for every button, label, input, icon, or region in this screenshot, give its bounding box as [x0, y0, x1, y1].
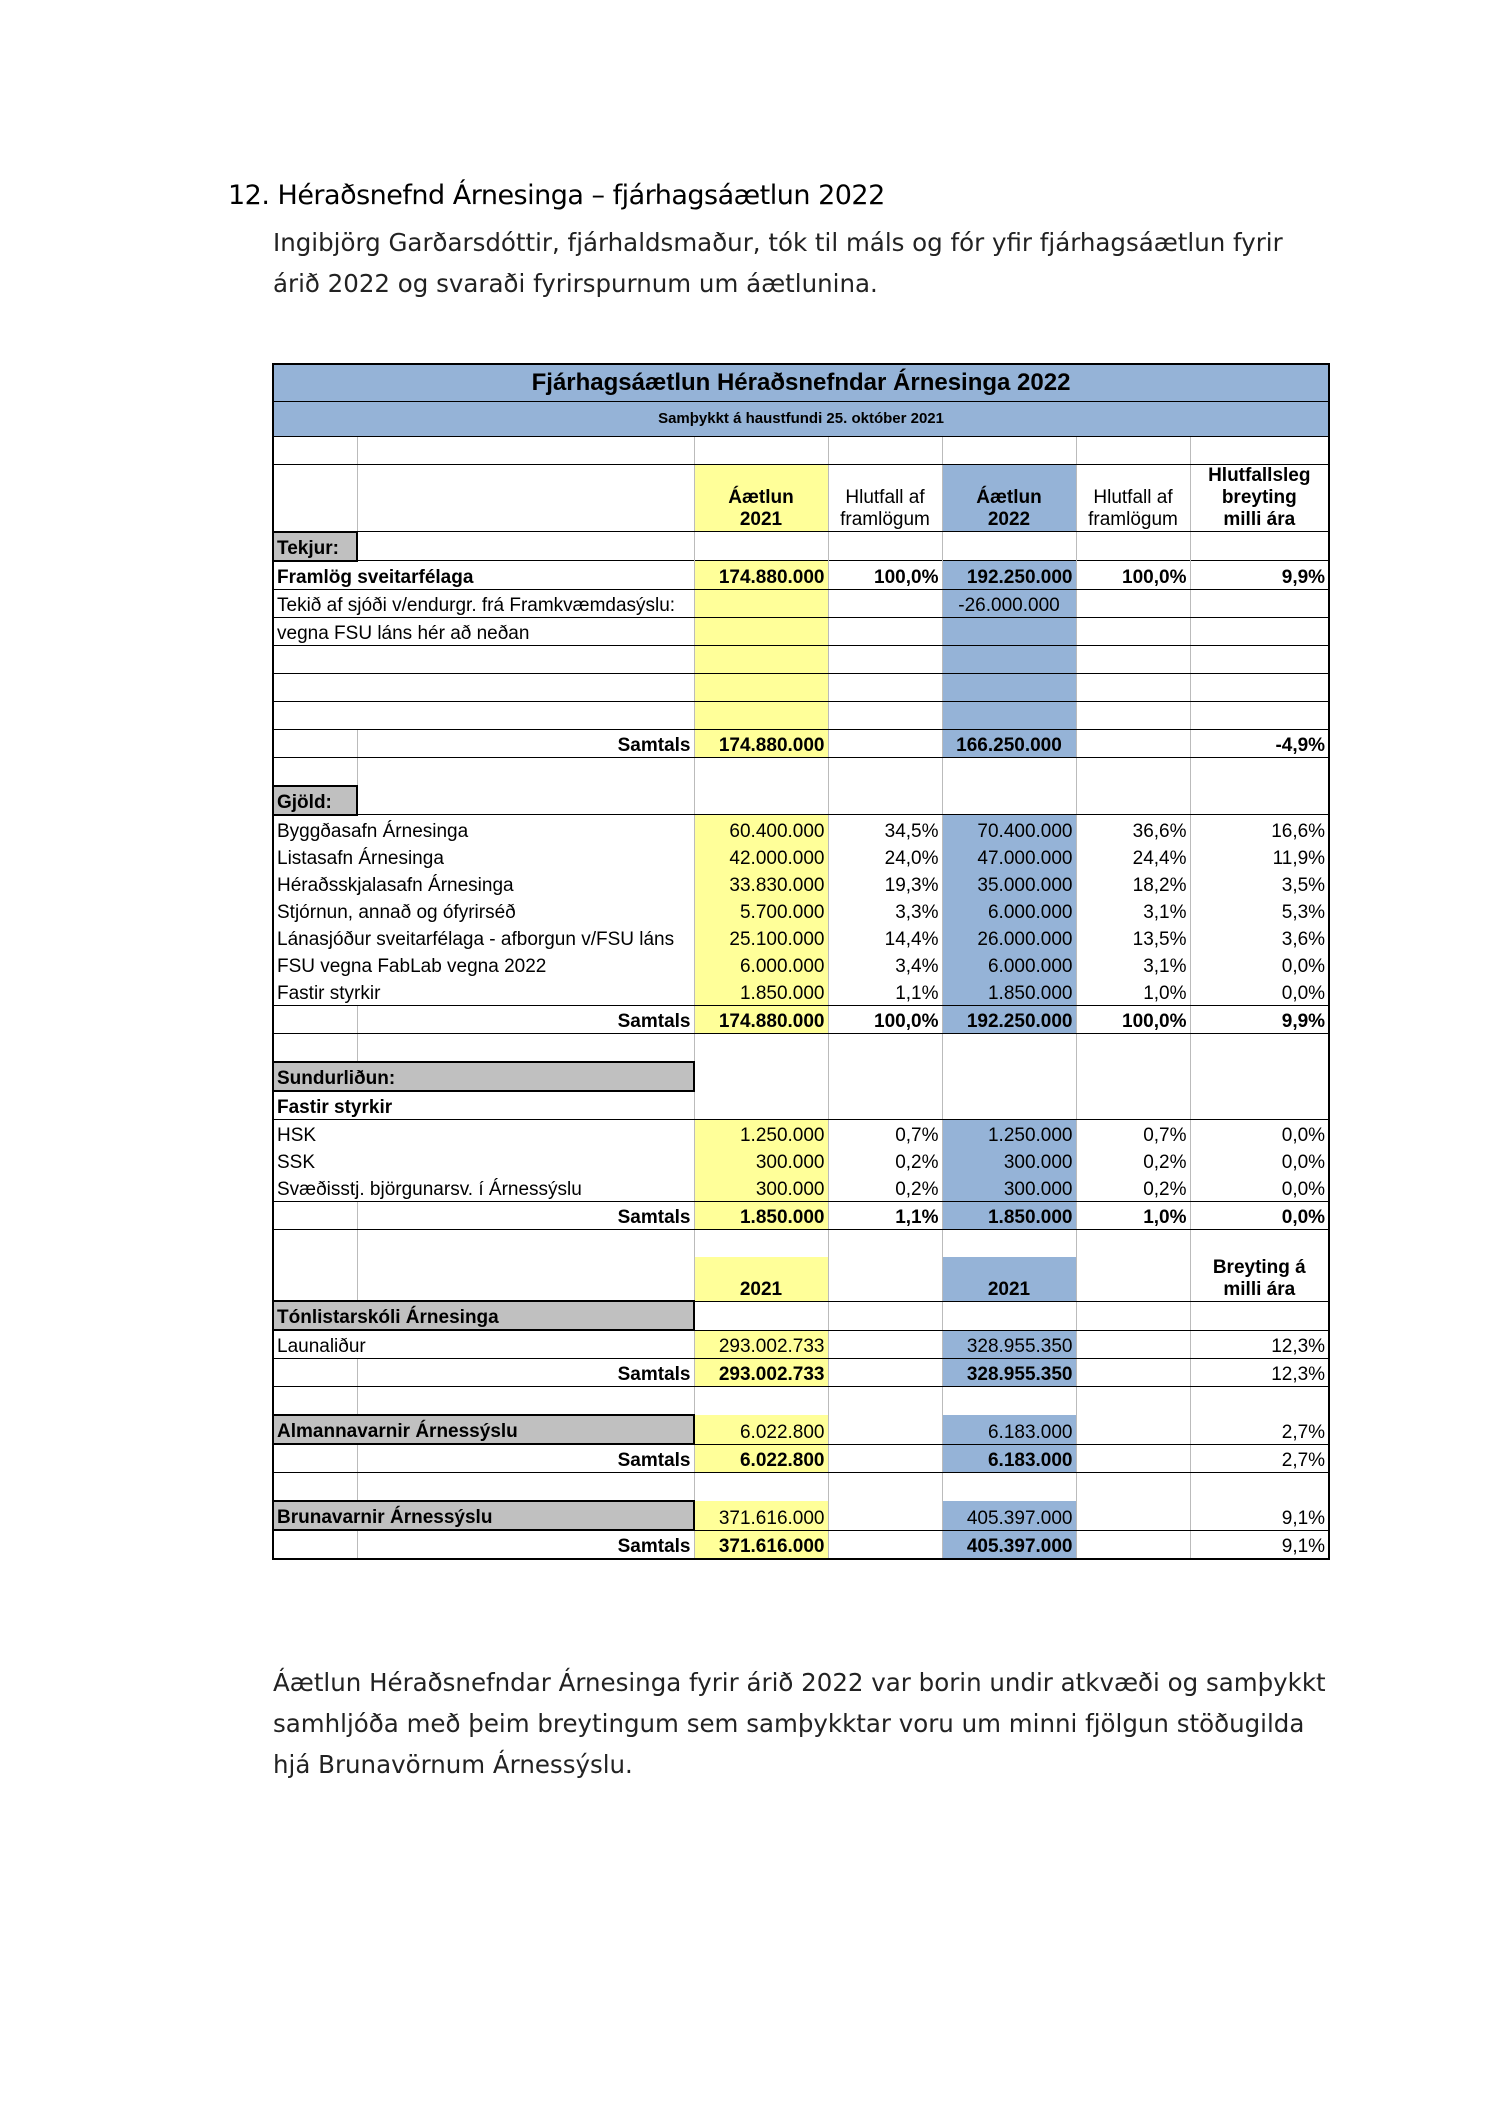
intro-paragraph: Ingibjörg Garðarsdóttir, fjárhaldsmaður, tók til máls og fór yfir fjárhagsáætlun fyrir árið 2022 og svaraði fyrirspurnum um áætlunina.: [273, 228, 1283, 298]
table-row: Tekið af sjóði v/endurgr. frá Framkvæmdasýslu: -26.000.000: [273, 589, 1329, 617]
table-row: vegna FSU láns hér að neðan: [273, 617, 1329, 645]
civil-defence-label: Almannavarnir Árnessýslu: [273, 1415, 694, 1444]
header-share-2022: Hlutfall af framlögum: [1076, 465, 1190, 532]
breakdown-label: Sundurliðun:: [273, 1062, 694, 1091]
table-row: Launaliður 293.002.733 328.955.350 12,3%: [273, 1330, 1329, 1359]
closing-paragraph: Áætlun Héraðsnefndar Árnesinga fyrir árið 2022 var borin undir atkvæði og samþykkt samhljóða með þeim breytingum sem samþykktar voru um minni fjölgun stöðugilda hjá Brunavörnum Árnessýslu.: [273, 1668, 1326, 1779]
header-share-2021: Hlutfall af framlögum: [828, 465, 942, 532]
column-header-row: [273, 465, 1329, 532]
civil-total-row: Samtals 6.022.800 6.183.000 2,7%: [273, 1444, 1329, 1473]
header-change: Hlutfallsleg breyting milli ára: [1190, 465, 1329, 532]
expenses-total-row: Samtals 174.880.000 100,0% 192.250.000 100,0% 9,9%: [273, 1005, 1329, 1033]
table-row: Héraðsskjalasafn Árnesinga 33.830.000 19,3% 35.000.000 18,2% 3,5%: [273, 870, 1329, 897]
music-total-row: Samtals 293.002.733 328.955.350 12,3%: [273, 1359, 1329, 1387]
income-label: Tekjur:: [273, 532, 357, 561]
expenses-label: Gjöld:: [273, 786, 357, 815]
fire-services-label: Brunavarnir Árnessýslu: [273, 1501, 694, 1530]
header2-year-second: 2021: [942, 1257, 1076, 1302]
table-subtitle: Samþykkt á haustfundi 25. október 2021: [273, 402, 1329, 437]
table-row: Byggðasafn Árnesinga 60.400.000 34,5% 70.400.000 36,6% 16,6%: [273, 815, 1329, 843]
table-row: Stjórnun, annað og ófyrirséð 5.700.000 3,3% 6.000.000 3,1% 5,3%: [273, 897, 1329, 924]
section-heading: 12. Héraðsnefnd Árnesinga – fjárhagsáætlun 2022: [228, 180, 885, 211]
table-row: Svæðisstj. björgunarsv. í Árnessýslu 300.000 0,2% 300.000 0,2% 0,0%: [273, 1174, 1329, 1202]
music-school-label: Tónlistarskóli Árnesinga: [273, 1301, 694, 1330]
table-row: HSK 1.250.000 0,7% 1.250.000 0,7% 0,0%: [273, 1119, 1329, 1147]
table-row: Lánasjóður sveitarfélaga - afborgun v/FSU láns 25.100.000 14,4% 26.000.000 13,5% 3,6%: [273, 924, 1329, 951]
header2-year-2021: 2021: [694, 1257, 828, 1302]
breakdown-sublabel: Fastir styrkir: [273, 1091, 694, 1120]
table-row: Brunavarnir Árnessýslu 371.616.000 405.397.000 9,1%: [273, 1501, 1329, 1530]
table-row: SSK 300.000 0,2% 300.000 0,2% 0,0%: [273, 1147, 1329, 1174]
budget-table: [272, 363, 1330, 1560]
second-header-row: [273, 1257, 1329, 1302]
table-row: Listasafn Árnesinga 42.000.000 24,0% 47.000.000 24,4% 11,9%: [273, 843, 1329, 870]
header2-change: Breyting á milli ára: [1190, 1257, 1329, 1302]
table-row: Fastir styrkir 1.850.000 1,1% 1.850.000 1,0% 0,0%: [273, 978, 1329, 1006]
table-row: Framlög sveitarfélaga 174.880.000 100,0% 192.250.000 100,0% 9,9%: [273, 561, 1329, 590]
header-plan-2022: Áætlun 2022: [942, 465, 1076, 532]
breakdown-total-row: Samtals 1.850.000 1,1% 1.850.000 1,0% 0,0%: [273, 1201, 1329, 1229]
table-row: Almannavarnir Árnessýslu 6.022.800 6.183.000 2,7%: [273, 1415, 1329, 1444]
table-title: Fjárhagsáætlun Héraðsnefndar Árnesinga 2022: [273, 364, 1329, 402]
income-total-row: Samtals 174.880.000 166.250.000 -4,9%: [273, 729, 1329, 757]
table-row: FSU vegna FabLab vegna 2022 6.000.000 3,4% 6.000.000 3,1% 0,0%: [273, 951, 1329, 978]
fire-total-row: Samtals 371.616.000 405.397.000 9,1%: [273, 1530, 1329, 1559]
header-plan-2021: Áætlun 2021: [694, 465, 828, 532]
